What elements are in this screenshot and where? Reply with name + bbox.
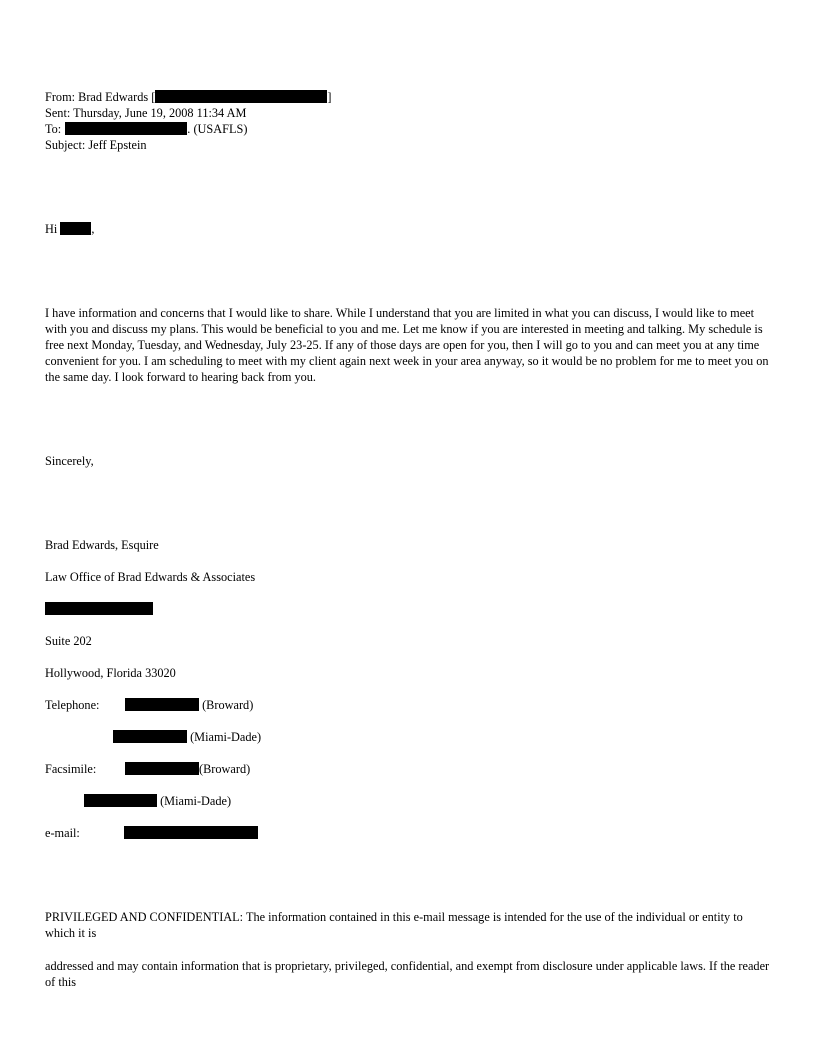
facsimile-miami bbox=[84, 793, 231, 809]
signature-city: Hollywood, Florida 33020 bbox=[45, 666, 176, 680]
facsimile-broward-label: (Broward) bbox=[199, 762, 251, 776]
from-label: From: Brad Edwards [ bbox=[45, 90, 156, 104]
greeting-suffix: , bbox=[91, 222, 95, 236]
privileged-notice-2: addressed and may contain information that is proprietary, privileged, confidential, and exempt from disclosure under applicable laws. If the reader of this bbox=[45, 959, 770, 989]
redacted-street-address bbox=[45, 602, 153, 615]
email-label: e-mail: bbox=[45, 826, 80, 840]
redacted-phone-miami bbox=[113, 730, 187, 743]
to-line bbox=[45, 121, 247, 137]
redacted-recipient-name bbox=[60, 222, 91, 235]
signature-name: Brad Edwards, Esquire bbox=[45, 538, 159, 552]
facsimile-broward bbox=[125, 761, 250, 777]
signature-firm: Law Office of Brad Edwards & Associates bbox=[45, 570, 256, 584]
telephone-broward bbox=[125, 697, 253, 713]
telephone-miami bbox=[113, 729, 261, 745]
from-close: ] bbox=[327, 90, 332, 104]
body-paragraph: I have information and concerns that I would like to share. While I understand that you are limited in what you can discuss, I would like to meet with you and discuss my plans. This would be beneficial to you and me. Let me know if you are interested in meeting and talking. My schedule is free next Monday, Tuesday, and Wednesday, July 23-25. If any of those days are open for you, then I will go to you and can meet you at any time convenient for you. I am scheduling to meet with my client again next week in your area anyway, so it would be no problem for me to meet you on the same day. I look forward to hearing back from you. bbox=[45, 306, 769, 384]
greeting-prefix: Hi bbox=[45, 222, 58, 236]
facsimile-label: Facsimile: bbox=[45, 762, 97, 776]
redacted-fax-broward bbox=[125, 762, 199, 775]
telephone-broward-label: (Broward) bbox=[199, 698, 254, 712]
privileged-notice-1: PRIVILEGED AND CONFIDENTIAL: The information contained in this e-mail message is intended for the use of the individual or entity to which it is bbox=[45, 910, 743, 940]
redacted-from-email bbox=[155, 90, 327, 103]
telephone-label: Telephone: bbox=[45, 698, 100, 712]
closing: Sincerely, bbox=[45, 454, 94, 468]
to-label: To: bbox=[45, 122, 62, 136]
redacted-phone-broward bbox=[125, 698, 199, 711]
from-line bbox=[45, 89, 331, 105]
to-suffix: . (USAFLS) bbox=[187, 122, 248, 136]
greeting bbox=[45, 221, 94, 237]
telephone-miami-label: (Miami-Dade) bbox=[187, 730, 262, 744]
sent-line: Sent: Thursday, June 19, 2008 11:34 AM bbox=[45, 106, 247, 120]
redacted-email-address bbox=[124, 826, 258, 839]
facsimile-miami-label: (Miami-Dade) bbox=[157, 794, 232, 808]
redacted-fax-miami bbox=[84, 794, 157, 807]
signature-suite: Suite 202 bbox=[45, 634, 92, 648]
subject-line: Subject: Jeff Epstein bbox=[45, 138, 147, 152]
redacted-to-name bbox=[65, 122, 187, 135]
